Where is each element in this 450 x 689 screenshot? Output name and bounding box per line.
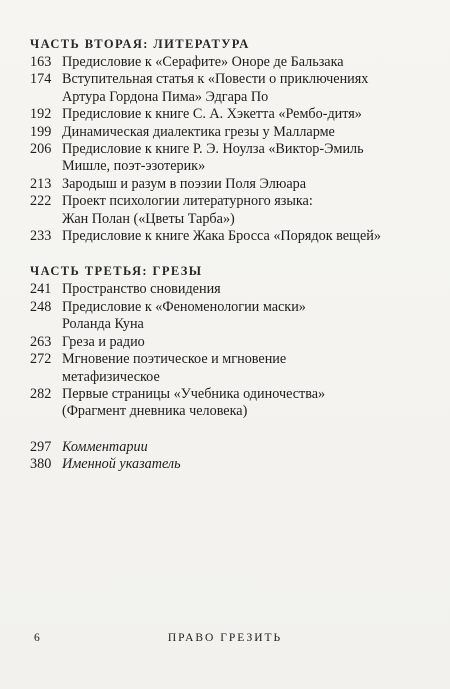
- entry-title: Мгновение поэтическое и мгновение метафизическое: [62, 351, 287, 385]
- toc-entry: [30, 141, 430, 176]
- page-number: 163: [30, 54, 52, 70]
- entry-title: Предисловие к книге Жака Бросса «Порядок вещей»: [62, 228, 381, 245]
- toc-entry: [30, 106, 430, 123]
- entry-title: Предисловие к «Феноменологии маски» Роланда Куна: [62, 298, 306, 333]
- page-number: 297: [30, 438, 52, 455]
- entry-title: Проект психологии литературного языка: Жан Полан («Цветы Тарба»): [62, 193, 313, 227]
- toc-entry: [30, 193, 430, 228]
- toc-entry: [30, 456, 430, 473]
- toc-entry: [30, 124, 430, 141]
- page-number: 174: [30, 71, 52, 88]
- entry-title: Первые страницы «Учебника одиночества» (Фрагмент дневника человека): [62, 385, 326, 420]
- toc-entry: [30, 439, 430, 456]
- part-heading: ЧАСТЬ ВТОРАЯ: ЛИТЕРАТУРА: [30, 37, 250, 51]
- table-of-contents: [30, 36, 430, 474]
- running-title: ПРАВО ГРЕЗИТЬ: [167, 632, 283, 644]
- toc-entry: [30, 334, 430, 351]
- page-number: 282: [30, 385, 52, 402]
- entry-title: Греза и радио: [62, 333, 145, 350]
- page-number: 206: [30, 141, 52, 158]
- page-number: 241: [30, 281, 52, 298]
- toc-entry: [30, 71, 430, 106]
- page-number: 248: [30, 298, 52, 315]
- page-number: 272: [30, 351, 52, 368]
- entry-title: Вступительная статья к «Повести о приключениях Артура Гордона Пима» Эдгара По: [62, 71, 369, 105]
- entry-title: Предисловие к книге С. А. Хэкетта «Рембо-дитя»: [62, 106, 362, 123]
- toc-entry: [30, 176, 430, 193]
- entry-title: Динамическая диалектика грезы у Малларме: [62, 123, 335, 140]
- entry-title: Предисловие к книге Р. Э. Ноулза «Виктор-Эмиль Мишле, поэт-эзотерик»: [62, 141, 364, 175]
- toc-entry: [30, 386, 430, 421]
- part-heading: ЧАСТЬ ТРЕТЬЯ: ГРЕЗЫ: [30, 264, 203, 279]
- entry-title: Зародыш и разум в поэзии Поля Элюара: [62, 175, 307, 192]
- entry-title: Именной указатель: [62, 456, 181, 473]
- toc-entry: [30, 351, 430, 386]
- toc-entry: [30, 281, 430, 298]
- page-number: 380: [30, 456, 52, 473]
- page-number: 263: [30, 333, 52, 350]
- section-gap: [30, 421, 430, 439]
- entry-title: Комментарии: [62, 438, 148, 455]
- page-footer: [0, 630, 450, 650]
- folio-number: 6: [34, 632, 40, 644]
- toc-entry: [30, 299, 430, 334]
- toc-entry: [30, 228, 430, 245]
- page-number: 192: [30, 106, 52, 123]
- page-number: 233: [30, 228, 52, 245]
- toc-entry: [30, 54, 430, 71]
- page-number: 222: [30, 193, 52, 210]
- page-number: 199: [30, 123, 52, 140]
- entry-title: Пространство сновидения: [62, 281, 221, 298]
- page-number: 213: [30, 175, 52, 192]
- entry-title: Предисловие к «Серафите» Оноре де Бальзака: [62, 54, 344, 70]
